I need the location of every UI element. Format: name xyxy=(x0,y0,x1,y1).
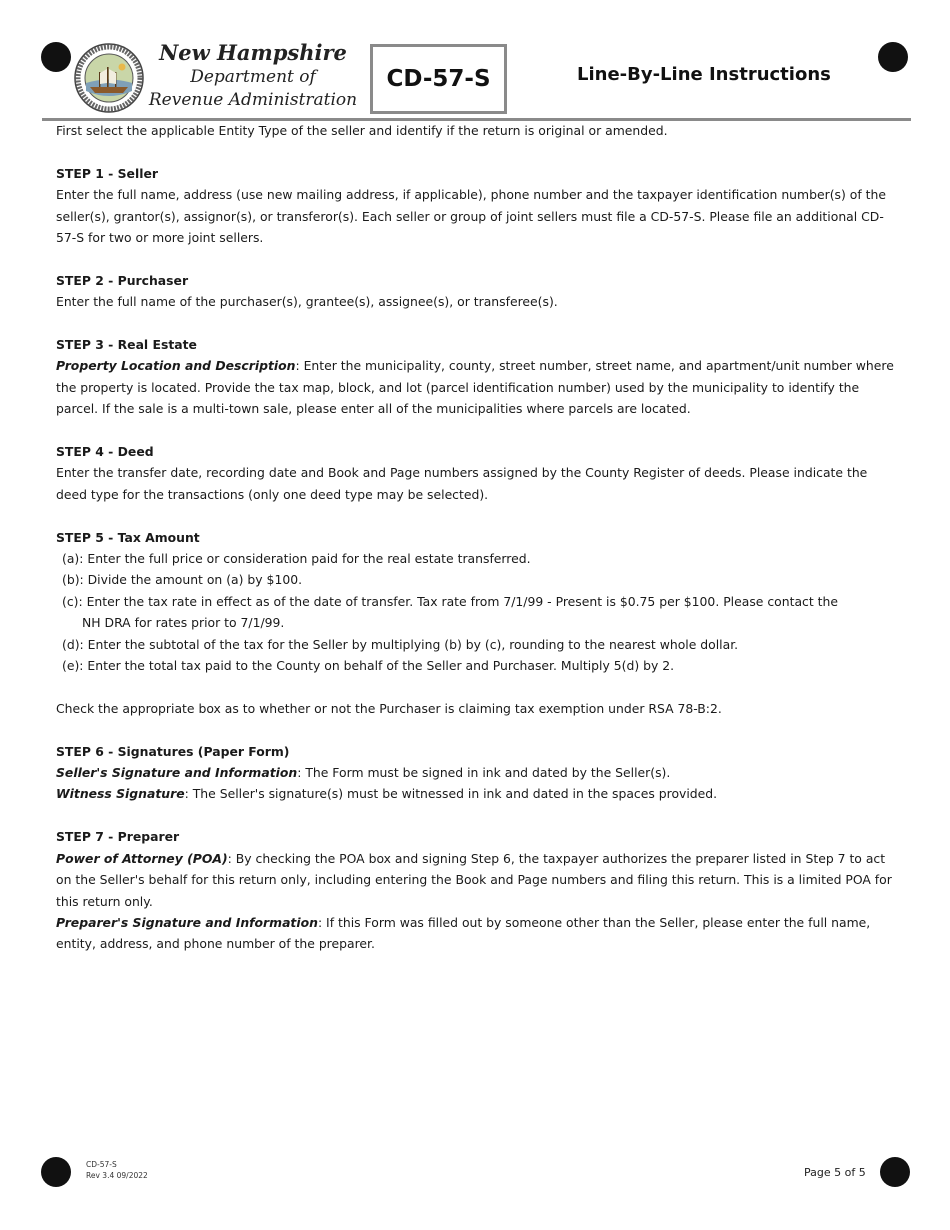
intro-text: First select the applicable Entity Type of the seller and identify if the return is original or amended. xyxy=(56,123,668,138)
page-number: Page 5 of 5 xyxy=(804,1166,866,1179)
step6-seller-paragraph xyxy=(56,762,896,783)
step6-witness-body: : The Seller's signature(s) must be witnessed in ink and dated in the spaces provided. xyxy=(184,786,718,802)
form-number-box xyxy=(370,44,507,114)
step7-poa-label: Power of Attorney (POA) xyxy=(56,850,228,866)
step3-body: : Enter the municipality, county, street number, street name, and apartment/unit number where the property is located. Provide the tax map, block, and lot (parcel identification number) used by the municipality to identify the parcel. If the sale is a multi-town sale, please enter all of the municipalities where parcels are located. xyxy=(56,358,894,417)
state-seal-icon xyxy=(74,43,144,113)
agency-name xyxy=(146,40,360,112)
step7-title: STEP 7 - Preparer xyxy=(56,829,180,845)
step7-preparer-body: : If this Form was filled out by someone other than the Seller, please enter the full name, entity, address, and phone number of the preparer. xyxy=(56,914,871,952)
registration-mark-bottom-left xyxy=(41,1157,71,1187)
step1-body: Enter the full name, address (use new mailing address, if applicable), phone number and the taxpayer identification number(s) of the seller(s), grantor(s), assignor(s), or transferor(s). Each seller or group of joint sellers must file a CD-57-S. Please file an additional CD-57-S for two or more joint sellers. xyxy=(56,187,886,246)
agency-dept-line2: Revenue Administration xyxy=(148,90,358,110)
step5-item-c: (c): Enter the tax rate in effect as of the date of transfer. Tax rate from 7/1/99 - Present is $0.75 per $100. Please contact the xyxy=(62,593,838,609)
step3-paragraph xyxy=(56,355,896,419)
step7-preparer-paragraph xyxy=(56,912,896,955)
step6-seller-label: Seller's Signature and Information xyxy=(56,765,298,781)
step5-title: STEP 5 - Tax Amount xyxy=(56,529,200,545)
step5-item-c-continued: NH DRA for rates prior to 7/1/99. xyxy=(82,615,285,631)
step7-poa-paragraph xyxy=(56,848,896,912)
step4-title: STEP 4 - Deed xyxy=(56,444,154,460)
step5-item-e: (e): Enter the total tax paid to the County on behalf of the Seller and Purchaser. Multiply 5(d) by 2. xyxy=(62,658,675,674)
footer-form-code: CD-57-S xyxy=(86,1160,117,1169)
step5-item-a: (a): Enter the full price or consideration paid for the real estate transferred. xyxy=(62,551,531,567)
step4-body: Enter the transfer date, recording date and Book and Page numbers assigned by the County Register of deeds. Please indicate the deed type for the transactions (only one deed type may be selected). xyxy=(56,465,868,502)
page-title: Line-By-Line Instructions xyxy=(577,64,831,85)
registration-mark-top-right xyxy=(878,42,908,72)
step6-witness-label: Witness Signature xyxy=(56,786,185,802)
step7-preparer-label: Preparer's Signature and Information xyxy=(56,914,318,930)
form-number: CD-57-S xyxy=(386,66,491,92)
footer-form-info xyxy=(86,1159,148,1181)
step6-title: STEP 6 - Signatures (Paper Form) xyxy=(56,743,290,759)
step5-item-d: (d): Enter the subtotal of the tax for the Seller by multiplying (b) by (c), rounding to the nearest whole dollar. xyxy=(62,636,739,652)
step2-title: STEP 2 - Purchaser xyxy=(56,272,189,288)
agency-state: New Hampshire xyxy=(159,40,347,65)
step2-body: Enter the full name of the purchaser(s), grantee(s), assignee(s), or transferee(s). xyxy=(56,294,558,310)
step5-exemption-note: Check the appropriate box as to whether or not the Purchaser is claiming tax exemption under RSA 78-B:2. xyxy=(56,700,722,716)
agency-dept-line1: Department of xyxy=(190,67,316,87)
registration-mark-top-left xyxy=(41,42,71,72)
step5-item-b: (b): Divide the amount on (a) by $100. xyxy=(62,572,303,588)
step3-title: STEP 3 - Real Estate xyxy=(56,337,197,353)
step6-seller-body: : The Form must be signed in ink and dated by the Seller(s). xyxy=(297,765,671,781)
step7-poa-body: : By checking the POA box and signing Step 6, the taxpayer authorizes the preparer listed in Step 7 to act on the Seller's behalf for this return only, including entering the Book and Page numbers and filing this return. This is a limited POA for this return only. xyxy=(56,850,892,909)
step6-witness-paragraph xyxy=(56,783,896,804)
registration-mark-bottom-right xyxy=(880,1157,910,1187)
step3-label: Property Location and Description xyxy=(56,358,296,374)
instructions-body xyxy=(56,120,896,955)
step1-title: STEP 1 - Seller xyxy=(56,165,158,181)
footer-revision: Rev 3.4 09/2022 xyxy=(86,1171,148,1180)
